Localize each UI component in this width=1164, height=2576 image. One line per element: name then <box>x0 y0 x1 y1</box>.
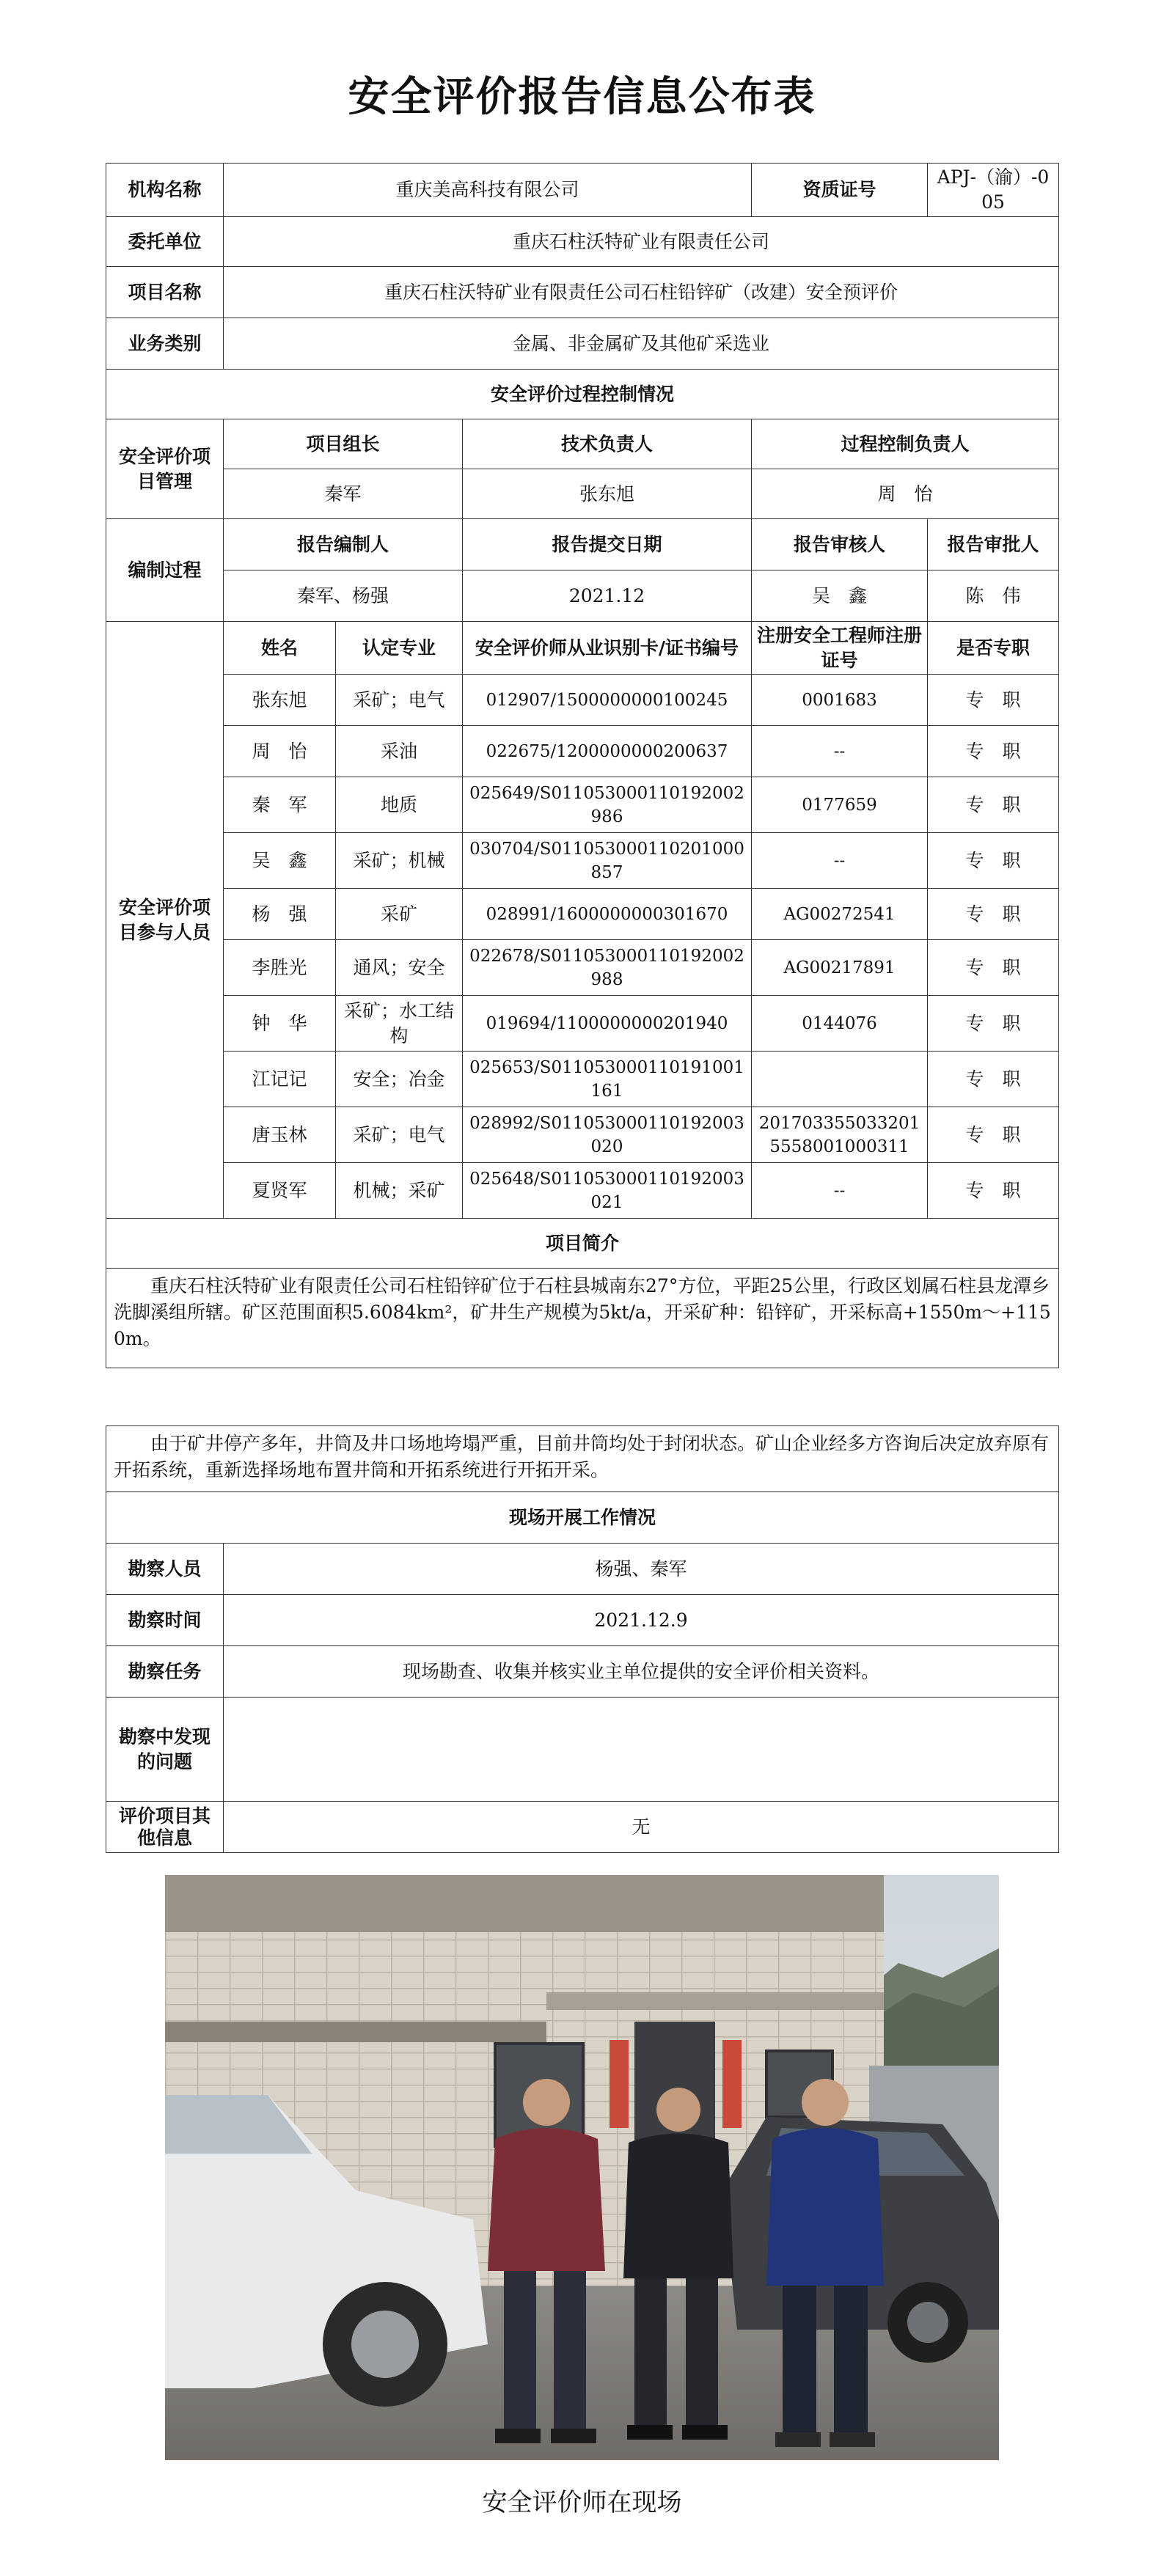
participant-card: 025649/S011053000110192002986 <box>463 777 752 833</box>
participant-name: 钟 华 <box>224 996 336 1052</box>
participants-header-engineer: 注册安全工程师注册证号 <box>752 622 928 675</box>
management-leader: 秦军 <box>224 469 463 519</box>
process-header-row <box>106 370 1059 419</box>
participant-major: 采矿 <box>336 889 463 940</box>
participant-card: 025653/S011053000110191001161 <box>463 1052 752 1107</box>
participant-row <box>106 1163 1059 1219</box>
project-row <box>106 267 1059 318</box>
field-row <box>106 1646 1059 1698</box>
participant-card: 019694/1100000000201940 <box>463 996 752 1052</box>
participant-major: 安全；冶金 <box>336 1052 463 1107</box>
management-header-leader: 项目组长 <box>224 419 463 469</box>
participant-name: 李胜光 <box>224 940 336 996</box>
intro-header-row <box>106 1219 1059 1269</box>
management-header-row <box>106 419 1059 469</box>
intro-header: 项目简介 <box>106 1219 1059 1269</box>
participant-row <box>106 675 1059 726</box>
participant-major: 采矿；水工结构 <box>336 996 463 1052</box>
field-value: 现场勘查、收集并核实业主单位提供的安全评价相关资料。 <box>224 1646 1059 1698</box>
participant-engineer-cert: 0144076 <box>752 996 928 1052</box>
org-row <box>106 164 1059 217</box>
field-label: 勘察人员 <box>106 1544 224 1595</box>
participant-engineer-cert: -- <box>752 833 928 889</box>
participant-engineer-cert: AG00272541 <box>752 889 928 940</box>
management-header-tech: 技术负责人 <box>463 419 752 469</box>
participant-card: 030704/S011053000110201000857 <box>463 833 752 889</box>
compile-date: 2021.12 <box>463 570 752 622</box>
field-label: 勘察中发现的问题 <box>106 1698 224 1802</box>
client-row <box>106 217 1059 267</box>
field-row <box>106 1595 1059 1646</box>
management-tech: 张东旭 <box>463 469 752 519</box>
field-row <box>106 1698 1059 1802</box>
participant-row <box>106 726 1059 777</box>
participant-fulltime: 专 职 <box>928 940 1059 996</box>
participants-header-name: 姓名 <box>224 622 336 675</box>
business-value: 金属、非金属矿及其他矿采选业 <box>224 318 1059 370</box>
participant-card: 025648/S011053000110192003021 <box>463 1163 752 1219</box>
participants-header-card: 安全评价师从业识别卡/证书编号 <box>463 622 752 675</box>
participant-fulltime: 专 职 <box>928 889 1059 940</box>
participants-header-fulltime: 是否专职 <box>928 622 1059 675</box>
site-photo <box>165 1875 999 2460</box>
management-label: 安全评价项目管理 <box>106 419 224 519</box>
participant-row <box>106 889 1059 940</box>
participant-engineer-cert: AG00217891 <box>752 940 928 996</box>
intro-p2-row <box>106 1426 1059 1492</box>
field-label: 勘察时间 <box>106 1595 224 1646</box>
intro-paragraph-1: 重庆石柱沃特矿业有限责任公司石柱铅锌矿位于石柱县城南东27°方位，平距25公里，行政区划属石柱县龙潭乡洗脚溪组所辖。矿区范围面积5.6084km²，矿井生产规模为5kt/a，开采矿种：铅锌矿，开采标高+1550m～+1150m。 <box>106 1269 1059 1368</box>
compile-value-row <box>106 570 1059 622</box>
field-value: 2021.12.9 <box>224 1595 1059 1646</box>
participant-name: 张东旭 <box>224 675 336 726</box>
org-name-label: 机构名称 <box>106 164 224 217</box>
field-row <box>106 1544 1059 1595</box>
project-value: 重庆石柱沃特矿业有限责任公司石柱铅锌矿（改建）安全预评价 <box>224 267 1059 318</box>
participant-major: 地质 <box>336 777 463 833</box>
participant-major: 采矿；电气 <box>336 675 463 726</box>
participant-name: 夏贤军 <box>224 1163 336 1219</box>
participant-major: 采油 <box>336 726 463 777</box>
cert-label: 资质证号 <box>752 164 928 217</box>
participant-engineer-cert: 2017033550332015558001000311 <box>752 1107 928 1163</box>
participant-name: 秦 军 <box>224 777 336 833</box>
field-value <box>224 1698 1059 1802</box>
participant-engineer-cert <box>752 1052 928 1107</box>
process-header: 安全评价过程控制情况 <box>106 370 1059 419</box>
participant-card: 028991/1600000000301670 <box>463 889 752 940</box>
client-label: 委托单位 <box>106 217 224 267</box>
business-row <box>106 318 1059 370</box>
field-header-row <box>106 1492 1059 1544</box>
org-name: 重庆美高科技有限公司 <box>224 164 752 217</box>
participant-fulltime: 专 职 <box>928 833 1059 889</box>
client-value: 重庆石柱沃特矿业有限责任公司 <box>224 217 1059 267</box>
participant-fulltime: 专 职 <box>928 1163 1059 1219</box>
participant-row <box>106 1107 1059 1163</box>
compile-header-row <box>106 519 1059 570</box>
field-row <box>106 1802 1059 1853</box>
management-control: 周 怡 <box>752 469 1059 519</box>
participant-name: 吴 鑫 <box>224 833 336 889</box>
compile-header-author: 报告编制人 <box>224 519 463 570</box>
field-value: 无 <box>224 1802 1059 1853</box>
participants-header-row <box>106 622 1059 675</box>
participant-major: 机械；采矿 <box>336 1163 463 1219</box>
participant-engineer-cert: -- <box>752 1163 928 1219</box>
participant-fulltime: 专 职 <box>928 777 1059 833</box>
participant-engineer-cert: -- <box>752 726 928 777</box>
participant-major: 采矿；电气 <box>336 1107 463 1163</box>
site-photo-illustration <box>165 1875 999 2460</box>
participant-name: 杨 强 <box>224 889 336 940</box>
participant-row <box>106 996 1059 1052</box>
field-value: 杨强、秦军 <box>224 1544 1059 1595</box>
compile-label: 编制过程 <box>106 519 224 622</box>
compile-header-date: 报告提交日期 <box>463 519 752 570</box>
participant-engineer-cert: 0177659 <box>752 777 928 833</box>
participant-card: 012907/1500000000100245 <box>463 675 752 726</box>
participant-card: 028992/S011053000110192003020 <box>463 1107 752 1163</box>
participant-name: 江记记 <box>224 1052 336 1107</box>
compile-author: 秦军、杨强 <box>224 570 463 622</box>
intro-paragraph-2: 由于矿井停产多年，井筒及井口场地垮塌严重，目前井筒均处于封闭状态。矿山企业经多方咨询后决定放弃原有开拓系统，重新选择场地布置井筒和开拓系统进行开拓开采。 <box>106 1426 1059 1492</box>
participant-fulltime: 专 职 <box>928 1107 1059 1163</box>
business-label: 业务类别 <box>106 318 224 370</box>
participant-fulltime: 专 职 <box>928 996 1059 1052</box>
management-header-control: 过程控制负责人 <box>752 419 1059 469</box>
field-label: 评价项目其他信息 <box>106 1802 224 1853</box>
compile-reviewer: 吴 鑫 <box>752 570 928 622</box>
participant-name: 唐玉林 <box>224 1107 336 1163</box>
participant-fulltime: 专 职 <box>928 675 1059 726</box>
cert-number: APJ-（渝）-005 <box>928 164 1059 217</box>
compile-header-approver: 报告审批人 <box>928 519 1059 570</box>
field-table <box>106 1425 1059 1853</box>
participant-card: 022675/1200000000200637 <box>463 726 752 777</box>
participant-row <box>106 833 1059 889</box>
participant-major: 采矿；机械 <box>336 833 463 889</box>
participant-fulltime: 专 职 <box>928 1052 1059 1107</box>
participant-row <box>106 1052 1059 1107</box>
page-title: 安全评价报告信息公布表 <box>348 73 816 121</box>
compile-approver: 陈 伟 <box>928 570 1059 622</box>
compile-header-reviewer: 报告审核人 <box>752 519 928 570</box>
participant-name: 周 怡 <box>224 726 336 777</box>
info-table <box>106 163 1059 1368</box>
participants-label: 安全评价项目参与人员 <box>106 622 224 1219</box>
intro-p1-row <box>106 1269 1059 1368</box>
participant-row <box>106 777 1059 833</box>
participant-fulltime: 专 职 <box>928 726 1059 777</box>
field-header: 现场开展工作情况 <box>106 1492 1059 1544</box>
photo-caption: 安全评价师在现场 <box>482 2488 682 2517</box>
participant-card: 022678/S011053000110192002988 <box>463 940 752 996</box>
participant-row <box>106 940 1059 996</box>
project-label: 项目名称 <box>106 267 224 318</box>
field-label: 勘察任务 <box>106 1646 224 1698</box>
participant-engineer-cert: 0001683 <box>752 675 928 726</box>
participants-header-major: 认定专业 <box>336 622 463 675</box>
participant-major: 通风；安全 <box>336 940 463 996</box>
management-value-row <box>106 469 1059 519</box>
